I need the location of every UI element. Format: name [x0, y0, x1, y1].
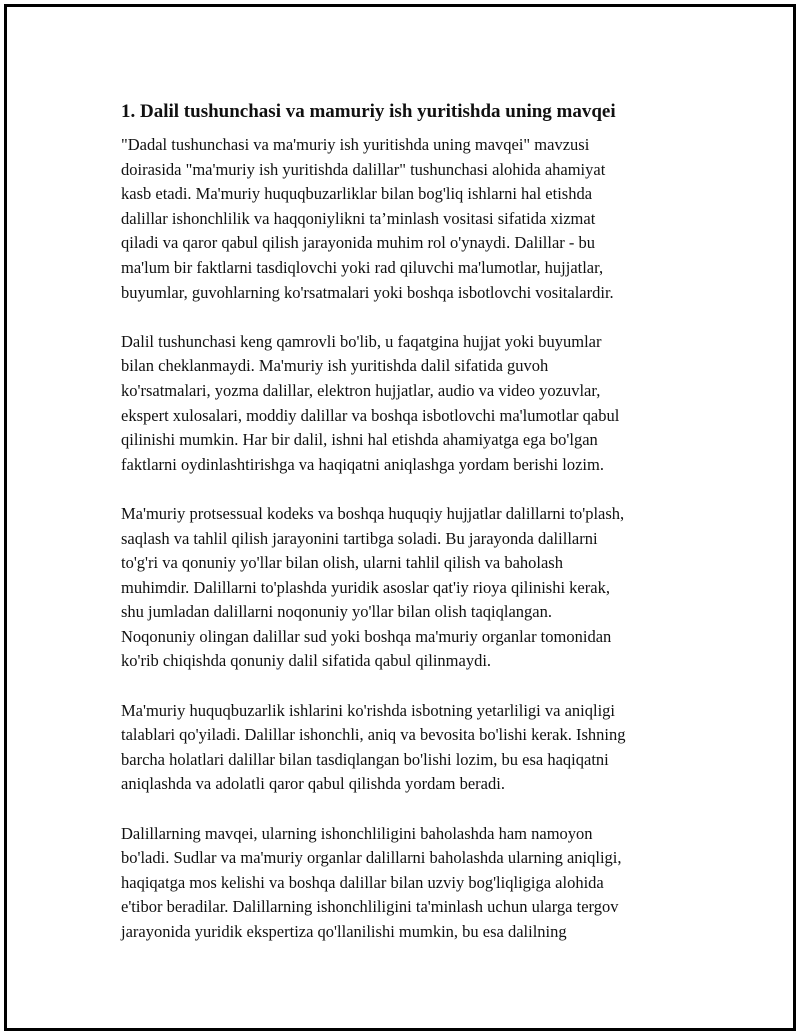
text-line: bo'ladi. Sudlar va ma'muriy organlar dalillarni baholashda ularning aniqligi,	[121, 848, 622, 868]
text-line: muhimdir. Dalillarni to'plashda yuridik asoslar qat'iy rioya qilinishi kerak,	[121, 577, 610, 597]
text-line: ekspert xulosalari, moddiy dalillar va boshqa isbotlovchi ma'lumotlar qabul	[121, 405, 620, 425]
text-line: kasb etadi. Ma'muriy huquqbuzarliklar bilan bog'liq ishlarni hal etishda	[121, 184, 593, 204]
text-line: haqiqatga mos kelishi va boshqa dalillar bilan uzviy bog'liqligiga alohida	[121, 872, 604, 892]
text-line: saqlash va tahlil qilish jarayonini tartibga soladi. Bu jarayonda dalillarni	[121, 528, 598, 548]
text-line: Ma'muriy protsessual kodeks va boshqa huquqiy hujjatlar dalillarni to'plash,	[121, 503, 625, 523]
text-line: shu jumladan dalillarni noqonuniy yo'llar bilan olish taqiqlangan.	[121, 602, 552, 622]
text-line: to'g'ri va qonuniy yo'llar bilan olish, ularni tahlil qilish va baholash	[121, 553, 563, 573]
section-heading: 1. Dalil tushunchasi va mamuriy ish yuritishda uning mavqei	[121, 101, 616, 122]
text-line: aniqlashda va adolatli qaror qabul qilishda yordam beradi.	[121, 774, 505, 794]
paragraph	[121, 133, 701, 305]
paragraph	[121, 699, 701, 797]
text-line: Noqonuniy olingan dalillar sud yoki boshqa ma'muriy organlar tomonidan	[121, 626, 612, 646]
text-line: bilan cheklanmaydi. Ma'muriy ish yuritishda dalil sifatida guvoh	[121, 356, 549, 376]
text-line: dalillar ishonchlilik va haqqoniylikni ta’minlash vositasi sifatida xizmat	[121, 208, 596, 228]
text-line: talablari qo'yiladi. Dalillar ishonchli, aniq va bevosita bo'lishi kerak. Ishning	[121, 725, 626, 745]
text-line: doirasida "ma'muriy ish yuritishda dalillar" tushunchasi alohida ahamiyat	[121, 159, 606, 179]
paragraph	[121, 502, 701, 674]
text-line: faktlarni oydinlashtirishga va haqiqatni aniqlashga yordam berishi lozim.	[121, 454, 604, 474]
page-frame	[4, 4, 796, 1031]
text-line: jarayonida yuridik ekspertiza qo'llanilishi mumkin, bu esa dalilning	[121, 922, 567, 941]
text-line: Ma'muriy huquqbuzarlik ishlarini ko'rishda isbotning yetarliligi va aniqligi	[121, 700, 615, 720]
paragraph-list	[121, 133, 701, 945]
text-line: qiladi va qaror qabul qilish jarayonida muhim rol o'ynaydi. Dalillar - bu	[121, 233, 596, 253]
text-line: ko'rib chiqishda qonuniy dalil sifatida qabul qilinmaydi.	[121, 651, 492, 671]
paragraph	[121, 330, 701, 478]
text-line: Dalillarning mavqei, ularning ishonchliligini baholashda ham namoyon	[121, 823, 593, 843]
text-line: ko'rsatmalari, yozma dalillar, elektron hujjatlar, audio va video yozuvlar,	[121, 380, 601, 400]
text-line: qilinishi mumkin. Har bir dalil, ishni hal etishda ahamiyatga ega bo'lgan	[121, 430, 598, 450]
text-line: Dalil tushunchasi keng qamrovli bo'lib, u faqatgina hujjat yoki buyumlar	[121, 331, 602, 351]
text-line: barcha holatlari dalillar bilan tasdiqlangan bo'lishi lozim, bu esa haqiqatni	[121, 749, 609, 769]
text-line: e'tibor beradilar. Dalillarning ishonchliligini ta'minlash uchun ularga tergov	[121, 897, 619, 917]
text-line: ma'lum bir faktlarni tasdiqlovchi yoki rad qiluvchi ma'lumotlar, hujjatlar,	[121, 257, 604, 277]
paragraph	[121, 822, 701, 945]
text-line: "Dadal tushunchasi va ma'muriy ish yuritishda uning mavqei" mavzusi	[121, 135, 590, 154]
document-body	[121, 99, 701, 969]
text-line: buyumlar, guvohlarning ko'rsatmalari yoki boshqa isbotlovchi vositalardir.	[121, 282, 614, 302]
